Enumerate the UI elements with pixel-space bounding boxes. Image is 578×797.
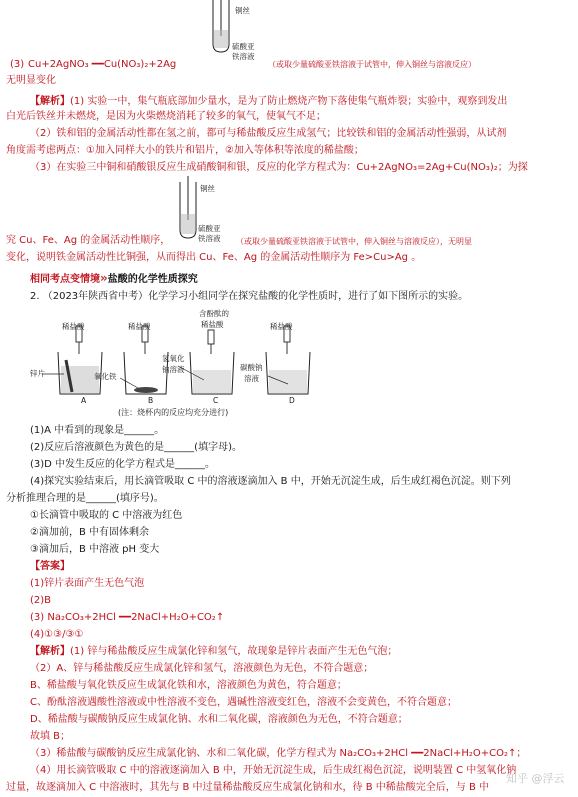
- question-item-3: (3)D 中发生反应的化学方程式是______。: [30, 459, 216, 470]
- answer-line-4: (4)①③/③①: [30, 629, 84, 640]
- analysis2-tag: 【解析】: [30, 646, 70, 657]
- section-title: 盐酸的化学性质探究: [107, 274, 198, 285]
- answer-tag: 【答案】: [30, 561, 70, 572]
- beaker-label-b: B: [148, 396, 154, 405]
- analysis2-line-3: C、酚酞溶液遇酸性溶液或中性溶液不变色，遇碱性溶液变红色，溶液不会变黄色，不符合题意；: [30, 697, 457, 708]
- analysis1-cont-line1: 究 Cu、Fe、Ag 的金属活动性顺序，: [6, 235, 171, 246]
- answer-line-1: (1)锌片表面产生无色气泡: [30, 578, 145, 589]
- label-acid-b: 稀盐酸: [128, 322, 151, 331]
- analysis2-line-5: 故填 B；: [30, 731, 71, 742]
- analysis2-line-4: D、稀盐酸与碳酸钠反应生成氯化钠、水和二氧化碳，溶液颜色为无色，不符合题意；: [30, 714, 408, 725]
- part3-alt: （或取少量硫酸亚铁溶液于试管中，伸入铜丝与溶液反应）: [268, 60, 476, 69]
- analysis1-cont-line2: 变化，说明铁金属活动性比铜强，从而得出 Cu、Fe、Ag 的金属活动性顺序为 Fe>Cu>Ag 。: [6, 252, 422, 263]
- analysis2-line-6: （3）稀盐酸与碳酸钠反应生成氯化钠、水和二氧化碳，化学方程式为 Na₂CO₃+2HCl ━━2NaCl+H₂O+CO₂↑；: [30, 748, 527, 759]
- wire-label-mid: 铜丝: [200, 184, 215, 193]
- part3-result: 无明显变化: [6, 75, 56, 86]
- analysis1-line-0: (1) 实验一中，集气瓶底部加少量水，是为了防止燃烧产物下落使集气瓶炸裂；实验中，观察到发出: [70, 96, 508, 107]
- label-acid-c-2: 稀盐酸: [201, 320, 224, 329]
- question-option-2: ②滴加前，B 中有固体剩余: [30, 527, 150, 538]
- analysis2-line-0: (1) 锌与稀盐酸反应生成氯化锌和氢气，故现象是锌片表面产生无色气泡；: [70, 646, 398, 657]
- beaker-c: [190, 352, 234, 394]
- question-item-1: (1)A 中看到的现象是______。: [30, 425, 165, 436]
- analysis1-line-2: （2）铁和铝的金属活动性都在氢之前，都可与稀盐酸反应生成氢气；比较铁和铝的金属活动性强弱，从试剂: [30, 128, 507, 139]
- section-arrow: »: [100, 271, 108, 285]
- analysis2-first: [30, 645, 397, 659]
- question-item-4a: (4)探究实验结束后，用长滴管吸取 C 中的溶液逐滴加入 B 中，开始无沉淀生成，后生成红褐色沉淀。则下列: [30, 476, 511, 487]
- analysis2-line-7: （4）用长滴管吸取 C 中的溶液逐滴加入 B 中，开始无沉淀生成，后生成红褐色沉淀，说明装置 C 中氢氧化钠: [30, 765, 517, 776]
- analysis1-tag: 【解析】: [30, 96, 70, 107]
- analysis1-block: [30, 93, 575, 111]
- wire-label-top: 铜丝: [235, 6, 250, 15]
- label-naoh-2: 钠溶液: [162, 365, 185, 374]
- analysis1-line-1: 白光后铁丝并未燃烧，是因为火柴燃烧消耗了较多的氧气，使氧气不足；: [6, 111, 326, 122]
- part3-number: (3): [10, 59, 25, 70]
- watermark: 知乎 @浮云: [506, 772, 565, 785]
- question-option-1: ①长滴管中吸取的 C 中溶液为红色: [30, 510, 183, 521]
- analysis2-line-2: B、稀盐酸与氧化铁反应生成氯化铁和水，溶液颜色为黄色，符合题意；: [30, 680, 347, 691]
- question-stem: 2. （2023年陕西省中考）化学学习小组同学在探究盐酸的化学性质时，进行了如下图所示的实验。: [30, 291, 469, 302]
- analysis1-cont-alt: （或取少量硫酸亚铁溶液于试管中，伸入铜丝与溶液反应），无明显: [236, 237, 472, 246]
- analysis2-line-8: 过量，故逐滴加入 C 中溶液时，其先与 B 中过量稀盐酸反应生成氯化钠和水，待 B 中稀盐酸完全后，与 B 中: [6, 782, 489, 793]
- question-option-3: ③滴加后，B 中溶液 pH 变大: [30, 544, 160, 555]
- solution-label-top-2: 铁溶液: [232, 52, 255, 61]
- solution-label-top-1: 硫酸亚: [232, 42, 255, 51]
- section-header: [30, 271, 198, 287]
- label-iron-oxide: 氧化铁: [94, 372, 117, 381]
- figure-note: (注：烧杯内的反应均充分进行): [118, 408, 229, 417]
- analysis1-line-3: 角度需考虑两点：①加入同样大小的铁片和铝片，②加入等体积等浓度的稀盐酸；: [6, 145, 364, 156]
- label-na2co3-1: 碳酸钠: [240, 363, 263, 372]
- part3-equation: Cu+2AgNO₃ ━━Cu(NO₃)₂+2Ag: [28, 59, 177, 70]
- beaker-label-d: D: [289, 396, 295, 405]
- solution-label-mid-2: 铁溶液: [198, 234, 221, 243]
- label-naoh-1: 氢氧化: [162, 354, 185, 363]
- beaker-d: [266, 352, 310, 394]
- beaker-label-c: C: [213, 396, 219, 405]
- label-na2co3-2: 溶液: [244, 374, 259, 383]
- solution-label-mid-1: 硫酸亚: [198, 224, 221, 233]
- label-acid-d: 稀盐酸: [270, 322, 293, 331]
- question-item-2: (2)反应后溶液颜色为黄色的是______(填字母)。: [30, 442, 242, 453]
- section-prefix: 相同考点变情境: [30, 274, 100, 285]
- analysis1-line-4: （3）在实验三中铜和硝酸银反应生成硝酸铜和银，反应的化学方程式为：Cu+2AgNO₃=2Ag+Cu(NO₃)₂；为探: [30, 162, 528, 173]
- label-acid-c-1: 含酚酞的: [199, 309, 229, 318]
- label-zinc: 锌片: [30, 369, 45, 378]
- dropper-c: [208, 330, 214, 354]
- analysis2-line-1: （2）A、锌与稀盐酸反应生成氯化锌和氢气，溶液颜色为无色，不符合题意；: [30, 663, 374, 674]
- label-acid-a: 稀盐酸: [62, 322, 85, 331]
- question-item-4b: 分析推理合理的是______(填序号)。: [6, 493, 164, 504]
- answer-line-2: (2)B: [30, 595, 52, 606]
- answer-line-3: (3) Na₂CO₃+2HCl ━━2NaCl+H₂O+CO₂↑: [30, 612, 225, 623]
- beaker-label-a: A: [81, 396, 87, 405]
